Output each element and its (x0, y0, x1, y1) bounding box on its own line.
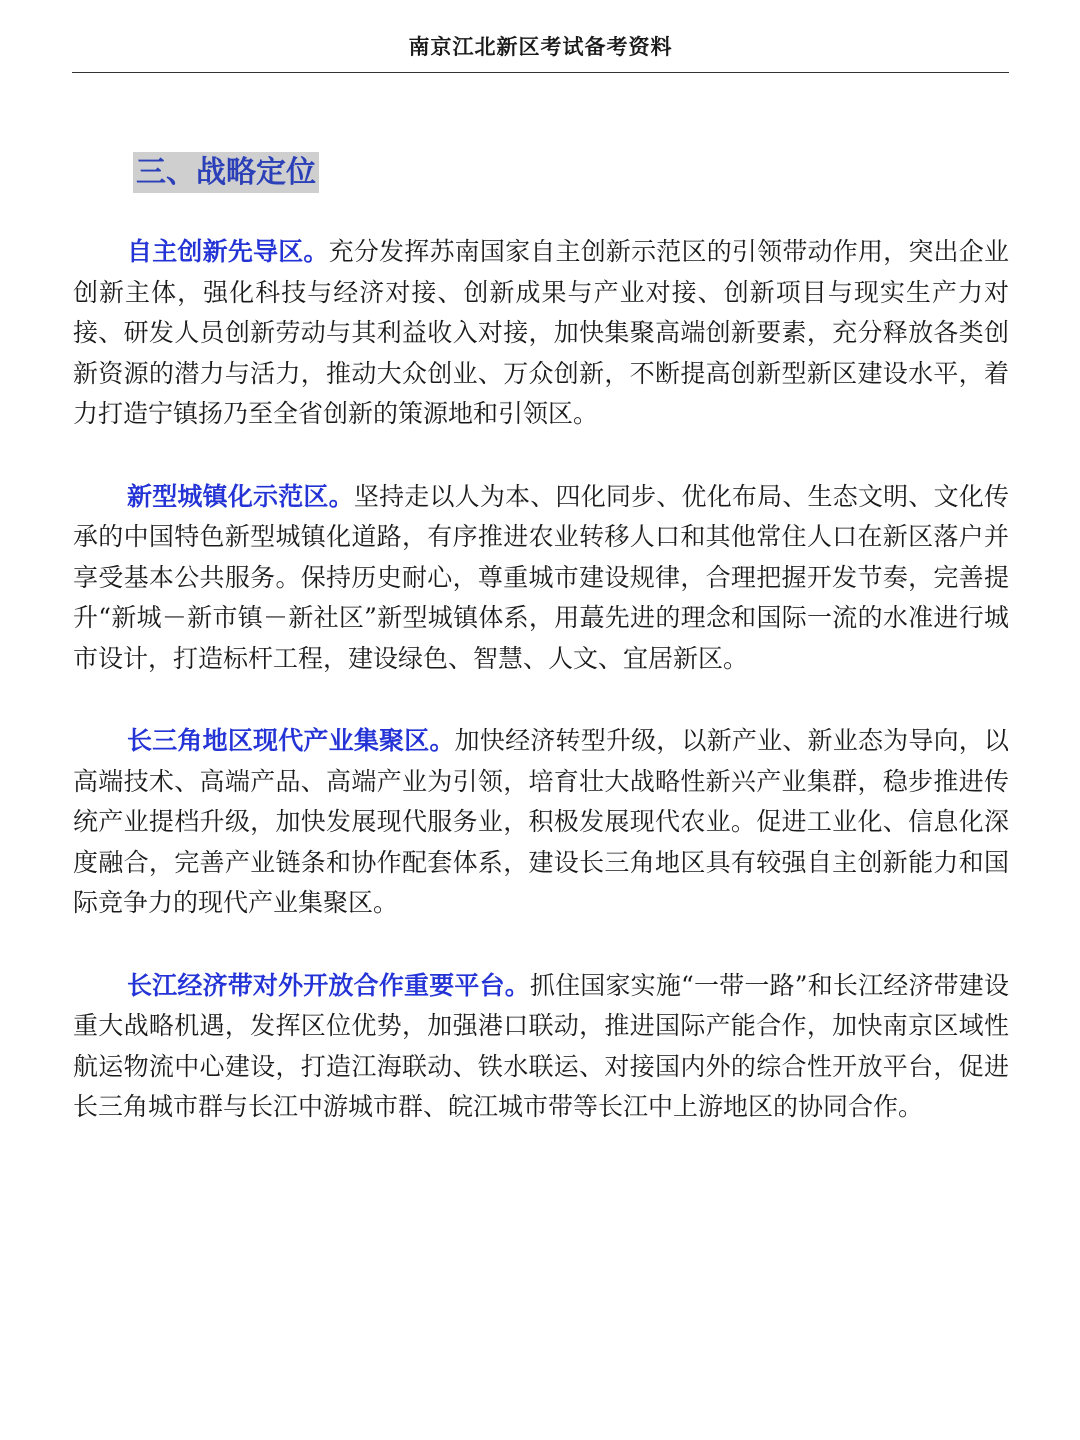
paragraph-lead: 长三角地区现代产业集聚区。 (127, 726, 455, 755)
paragraph-lead: 自主创新先导区。 (127, 237, 329, 266)
paragraph-text: 充分发挥苏南国家自主创新示范区的引领带动作用，突出企业创新主体，强化科技与经济对接、创新成果与产业对接、创新项目与现实生产力对接、研发人员创新劳动与其利益收入对接，加快集聚高端创新要素，充分释放各类创新资源的潜力与活力，推动大众创业、万众创新，不断提高创新型新区建设水平，着力打造宁镇扬乃至全省创新的策源地和引领区。 (73, 237, 1009, 428)
paragraph-urbanization-demo (73, 477, 1009, 680)
paragraph-lead: 新型城镇化示范区。 (127, 481, 354, 511)
page-header (72, 34, 1009, 73)
paragraph-lead: 长江经济带对外开放合作重要平台。 (127, 970, 530, 1000)
header-title: 南京江北新区考试备考资料 (408, 34, 673, 59)
section-heading: 三、战略定位 (133, 152, 319, 193)
paragraph-innovation-pilot (73, 232, 1009, 435)
paragraph-industry-cluster (73, 721, 1009, 924)
paragraph-text: 坚持走以人为本、四化同步、优化布局、生态文明、文化传承的中国特色新型城镇化道路，有序推进农业转移人口和其他常住人口在新区落户并享受基本公共服务。保持历史耐心，尊重城市建设规律，合理把握开发节奏，完善提升“新城－新市镇－新社区”新型城镇体系，用蕞先进的理念和国际一流的水准进行城市设计，打造标杆工程，建设绿色、智慧、人文、宜居新区。 (73, 481, 1009, 673)
paragraph-text: 加快经济转型升级，以新产业、新业态为导向，以高端技术、高端产品、高端产业为引领，培育壮大战略性新兴产业集群，稳步推进传统产业提档升级，加快发展现代服务业，积极发展现代农业。促进工业化、信息化深度融合，完善产业链条和协作配套体系，建设长三角地区具有较强自主创新能力和国际竞争力的现代产业集聚区。 (73, 726, 1009, 917)
document-body (73, 232, 1009, 1170)
paragraph-text: 抓住国家实施“一带一路”和长江经济带建设重大战略机遇，发挥区位优势，加强港口联动，推进国际产能合作，加快南京区域性航运物流中心建设，打造江海联动、铁水联运、对接国内外的综合性开放平台，促进长三角城市群与长江中游城市群、皖江城市带等长江中上游地区的协同合作。 (73, 970, 1009, 1121)
paragraph-opening-platform (73, 966, 1009, 1128)
